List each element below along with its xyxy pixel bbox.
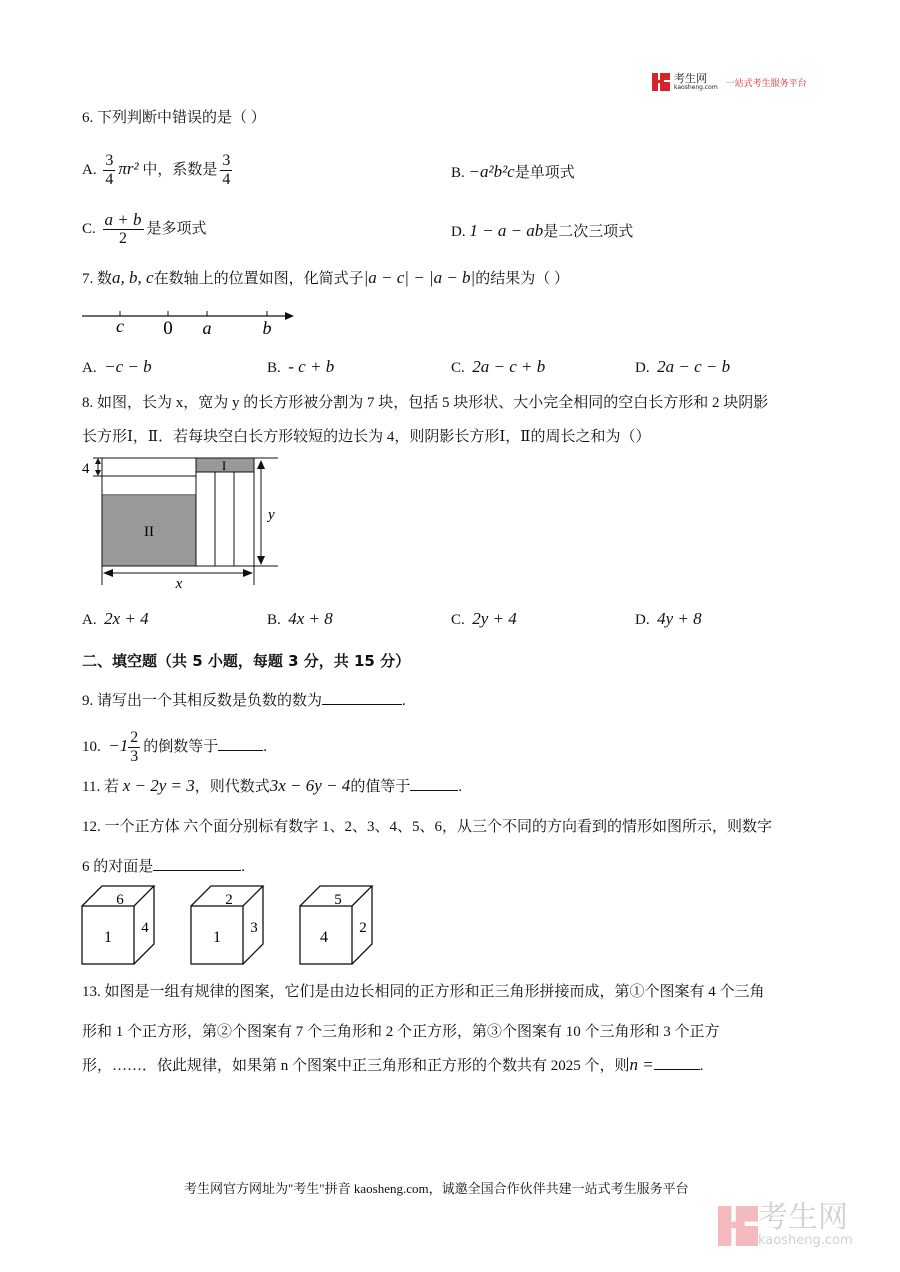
q8-option-a (82, 609, 149, 630)
math-expression: 2y + 4 (472, 609, 517, 628)
option-text: 是二次三项式 (543, 224, 634, 240)
watermark-domain: kaosheng.com (758, 1233, 853, 1248)
fraction (128, 729, 140, 766)
math-expression: |a − c| − |a − b| (363, 268, 476, 287)
option-label: C. (451, 612, 465, 628)
math-expression: πr² (118, 158, 139, 178)
q6-option-a (82, 152, 235, 189)
label-x: x (175, 576, 183, 592)
option-label: C. (451, 360, 465, 376)
q6-option-c (82, 211, 207, 248)
option-label: B. (267, 612, 281, 628)
option-label: C. (82, 220, 96, 237)
stem-text: 形，……．依此规律，如果第 n 个图案中正三角形和正方形的个数共有 2025 个，则 (82, 1058, 630, 1074)
q11 (82, 776, 462, 797)
axis-label-c: c (116, 316, 124, 336)
stem-text: 在数轴上的位置如图，化简式子 (153, 271, 364, 287)
numerator: 3 (105, 152, 114, 169)
label-4: 4 (82, 461, 90, 477)
math-expression: 3x − 6y − 4 (269, 776, 351, 795)
footer-text: 考生网官方网址为"考生"拼音 kaosheng.com，诚邀全国合作伙伴共建一站式考生服务平台 (184, 1181, 689, 1196)
watermark-brand: 考生网 (758, 1200, 848, 1235)
q10 (82, 729, 267, 766)
q13-stem-line1: 13. 如图是一组有规律的图案，它们是由边长相同的正方形和正三角形拼接而成，第①个图案有 4 个三角 (82, 984, 765, 1000)
axis-label-0: 0 (163, 318, 173, 339)
q6-option-d (451, 221, 633, 242)
stem-text: ，则代数式 (194, 779, 270, 795)
denominator: 4 (222, 171, 231, 188)
option-label: A. (82, 161, 97, 178)
option-label: B. (451, 165, 465, 181)
logo-domain: kaosheng.com (674, 84, 718, 91)
stem-text: 的值等于 (350, 779, 411, 795)
q13-stem-line3 (82, 1055, 704, 1076)
option-label: D. (635, 360, 650, 376)
math-expression: 4y + 8 (657, 609, 702, 628)
answer-blank[interactable] (218, 736, 263, 751)
q13-stem-line2: 形和 1 个正方形，第②个图案有 7 个三角形和 2 个正方形，第③个图案有 10 个三角形和 3 个正方 (82, 1024, 720, 1040)
cube-top-face: 2 (225, 892, 233, 908)
option-label: A. (82, 360, 97, 376)
watermark (718, 1200, 853, 1249)
q8-option-d (635, 609, 702, 630)
q7-option-d (635, 357, 730, 378)
q7-option-b (267, 357, 334, 378)
period: . (263, 738, 267, 755)
stem-text: 7. 数 (82, 271, 113, 287)
math-expression: a, b, c (112, 268, 154, 287)
question-number: 10. (82, 738, 101, 755)
kaosheng-logo-icon (652, 73, 670, 91)
option-label: B. (267, 360, 281, 376)
cube-front-face: 1 (213, 929, 221, 946)
answer-blank[interactable] (153, 856, 241, 871)
math-expression: - c + b (288, 357, 335, 376)
math-expression: 4x + 8 (288, 609, 333, 628)
label-shaded-II: II (144, 524, 154, 540)
period: . (241, 859, 246, 875)
cube-top-face: 6 (116, 892, 124, 908)
option-label: D. (635, 612, 650, 628)
q9 (82, 690, 406, 711)
q8-option-c (451, 609, 517, 630)
q8-stem-line2: 长方形Ⅰ，Ⅱ．若每块空白长方形较短的边长为 4，则阴影长方形Ⅰ，Ⅱ的周长之和为（） (82, 429, 651, 445)
math-expression: −c − b (104, 357, 152, 376)
numerator: a + b (104, 210, 142, 229)
fraction (220, 152, 232, 189)
q8-rectangle-figure (78, 455, 283, 595)
answer-blank[interactable] (322, 690, 402, 705)
numerator: 3 (222, 152, 231, 169)
cube-front-face: 1 (104, 929, 112, 946)
q7-stem (82, 268, 569, 289)
cube-1 (82, 886, 154, 964)
option-text: 中，系数是 (142, 161, 218, 178)
denominator: 4 (105, 171, 114, 188)
cube-side-face: 4 (141, 920, 149, 936)
cube-3 (300, 886, 372, 964)
math-expression: 2x + 4 (104, 609, 149, 628)
header-logo (652, 73, 807, 91)
axis-label-b: b (262, 318, 272, 338)
stem-text: 9. 请写出一个其相反数是负数的数为 (82, 693, 323, 709)
period: . (402, 693, 406, 709)
label-y: y (268, 507, 275, 523)
q7-option-a (82, 357, 152, 378)
cube-2 (191, 886, 263, 964)
math-expression: 1 − a − ab (469, 221, 544, 240)
period: . (699, 1058, 704, 1074)
logo-brand (674, 73, 718, 91)
stem-text: 的结果为（ ） (475, 271, 569, 287)
label-shaded-I: I (221, 458, 227, 473)
option-label: D. (451, 224, 466, 240)
period: . (458, 779, 463, 795)
answer-blank[interactable] (410, 776, 458, 791)
stem-text: 的倒数等于 (143, 738, 219, 755)
q6-option-b (451, 162, 575, 183)
q8-option-b (267, 609, 333, 630)
option-label: A. (82, 612, 97, 628)
q12-stem-line1: 12. 一个正方体 六个面分别标有数字 1、2、3、4、5、6，从三个不同的方向看到的情形如图所示，则数字 (82, 819, 773, 835)
stem-text: 6 的对面是 (82, 859, 154, 875)
option-text: 是多项式 (146, 220, 207, 237)
math-expression: −1 (108, 735, 129, 755)
section-heading: 二、填空题（共 5 小题，每题 3 分，共 15 分） (82, 652, 411, 670)
option-text: 是单项式 (514, 165, 575, 181)
denominator: 2 (119, 230, 127, 247)
fraction (103, 152, 115, 189)
cube-side-face: 2 (359, 920, 367, 936)
logo-slogan: 一站式考生服务平台 (725, 78, 807, 89)
math-expression: 2a − c − b (657, 357, 731, 376)
axis-label-a: a (202, 318, 212, 338)
denominator: 3 (130, 748, 139, 765)
cube-side-face: 3 (250, 920, 258, 936)
logo-brand-name: 考生网 (674, 72, 707, 85)
watermark-logo-icon (718, 1204, 758, 1248)
fraction (103, 211, 144, 248)
math-expression: n = (629, 1055, 654, 1074)
q12-stem-line2 (82, 856, 245, 877)
q8-stem-line1: 8. 如图，长为 x，宽为 y 的长方形被分割为 7 块，包括 5 块形状、大小完全相同的空白长方形和 2 块阴影 (82, 395, 769, 411)
q6-stem: 6. 下列判断中错误的是（ ） (82, 110, 266, 126)
math-expression: 2a − c + b (472, 357, 546, 376)
q7-number-line (80, 300, 300, 340)
q12-cubes-figure (80, 884, 400, 968)
stem-text: 11. 若 (82, 779, 119, 795)
cube-top-face: 5 (334, 892, 342, 908)
math-expression: x − 2y = 3 (122, 776, 195, 795)
cube-front-face: 4 (320, 929, 328, 946)
q7-option-c (451, 357, 545, 378)
math-expression: −a²b²c (468, 162, 515, 181)
numerator: 2 (130, 729, 139, 746)
answer-blank[interactable] (654, 1055, 700, 1070)
